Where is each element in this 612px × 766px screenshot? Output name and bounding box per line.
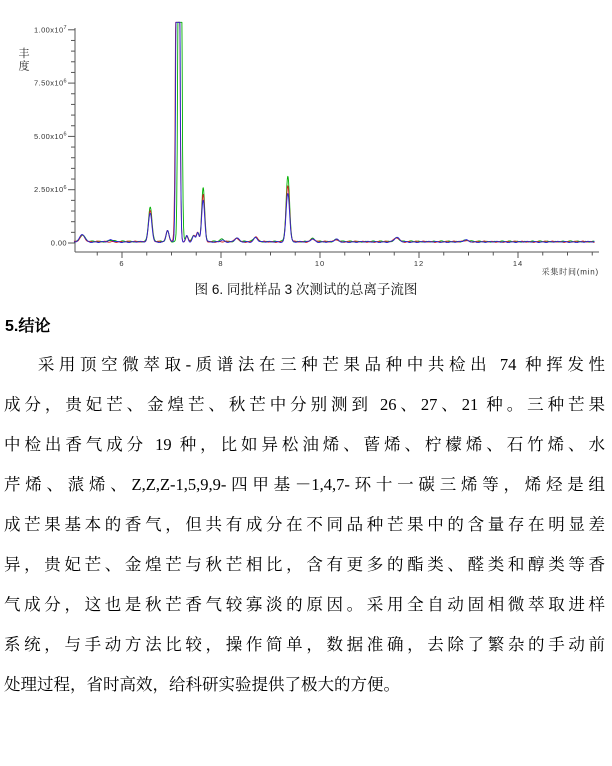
trace-test-3-red	[74, 22, 595, 242]
svg-text:采集时间(min): 采集时间(min)	[541, 267, 599, 277]
paragraph-line: 采用顶空微萃取-质谱法在三种芒果品种中共检出 74 种挥发性	[37, 355, 605, 374]
svg-text:14: 14	[512, 259, 524, 268]
trace-test-2-green	[74, 22, 595, 242]
chromatogram-traces	[74, 22, 595, 242]
paragraph-line: 芹烯、蒎烯、Z,Z,Z-1,5,9,9-四甲基－1,4,7-环十一碳三烯等，烯烃是组	[4, 475, 605, 494]
svg-text:10: 10	[314, 259, 326, 268]
svg-text:1.00x107: $1.00x10^7$	[34, 25, 67, 35]
paragraph-line: 处理过程，省时高效，给科研实验提供了极大的方便。	[4, 675, 400, 694]
svg-text:丰: 丰	[18, 48, 30, 60]
svg-text:6: 6	[119, 259, 125, 268]
trace-test-1-blue	[74, 22, 595, 242]
figure-6	[0, 0, 612, 278]
svg-text:度: 度	[18, 60, 30, 73]
svg-text:5.00x106: $5.00x10^6$	[34, 131, 67, 141]
paragraph-line: 气成分，这也是秋芒香气较寡淡的原因。采用全自动固相微萃取进样	[4, 595, 605, 614]
paragraph-line: 成分，贵妃芒、金煌芒、秋芒中分别测到 26、27、21 种。三种芒果	[4, 395, 605, 414]
svg-text:0.00: 0.00	[50, 238, 67, 248]
paragraph-line: 异，贵妃芒、金煌芒与秋芒相比，含有更多的酯类、醛类和醇类等香	[4, 555, 605, 574]
paragraph-line: 成芒果基本的香气，但共有成分在不同品种芒果中的含量存在明显差	[4, 515, 605, 534]
paragraph-line: 中检出香气成分 19 种，比如异松油烯、蒈烯、柠檬烯、石竹烯、水	[4, 435, 605, 454]
conclusion-paragraph	[4, 345, 605, 705]
figure-caption: 图 6. 同批样品 3 次测试的总离子流图	[194, 282, 418, 297]
chart-axis-labels	[19, 25, 600, 276]
tic-chart	[0, 0, 612, 278]
svg-text:8: 8	[218, 259, 224, 268]
svg-text:2.50x106: $2.50x10^6$	[34, 185, 67, 195]
chart-axes	[68, 28, 599, 258]
svg-text:12: 12	[413, 259, 425, 268]
paragraph-line: 系统，与手动方法比较，操作简单，数据准确，去除了繁杂的手动前	[4, 635, 605, 654]
section-heading: 5.结论	[5, 318, 51, 335]
svg-text:7.50x106: $7.50x10^6$	[34, 78, 67, 88]
